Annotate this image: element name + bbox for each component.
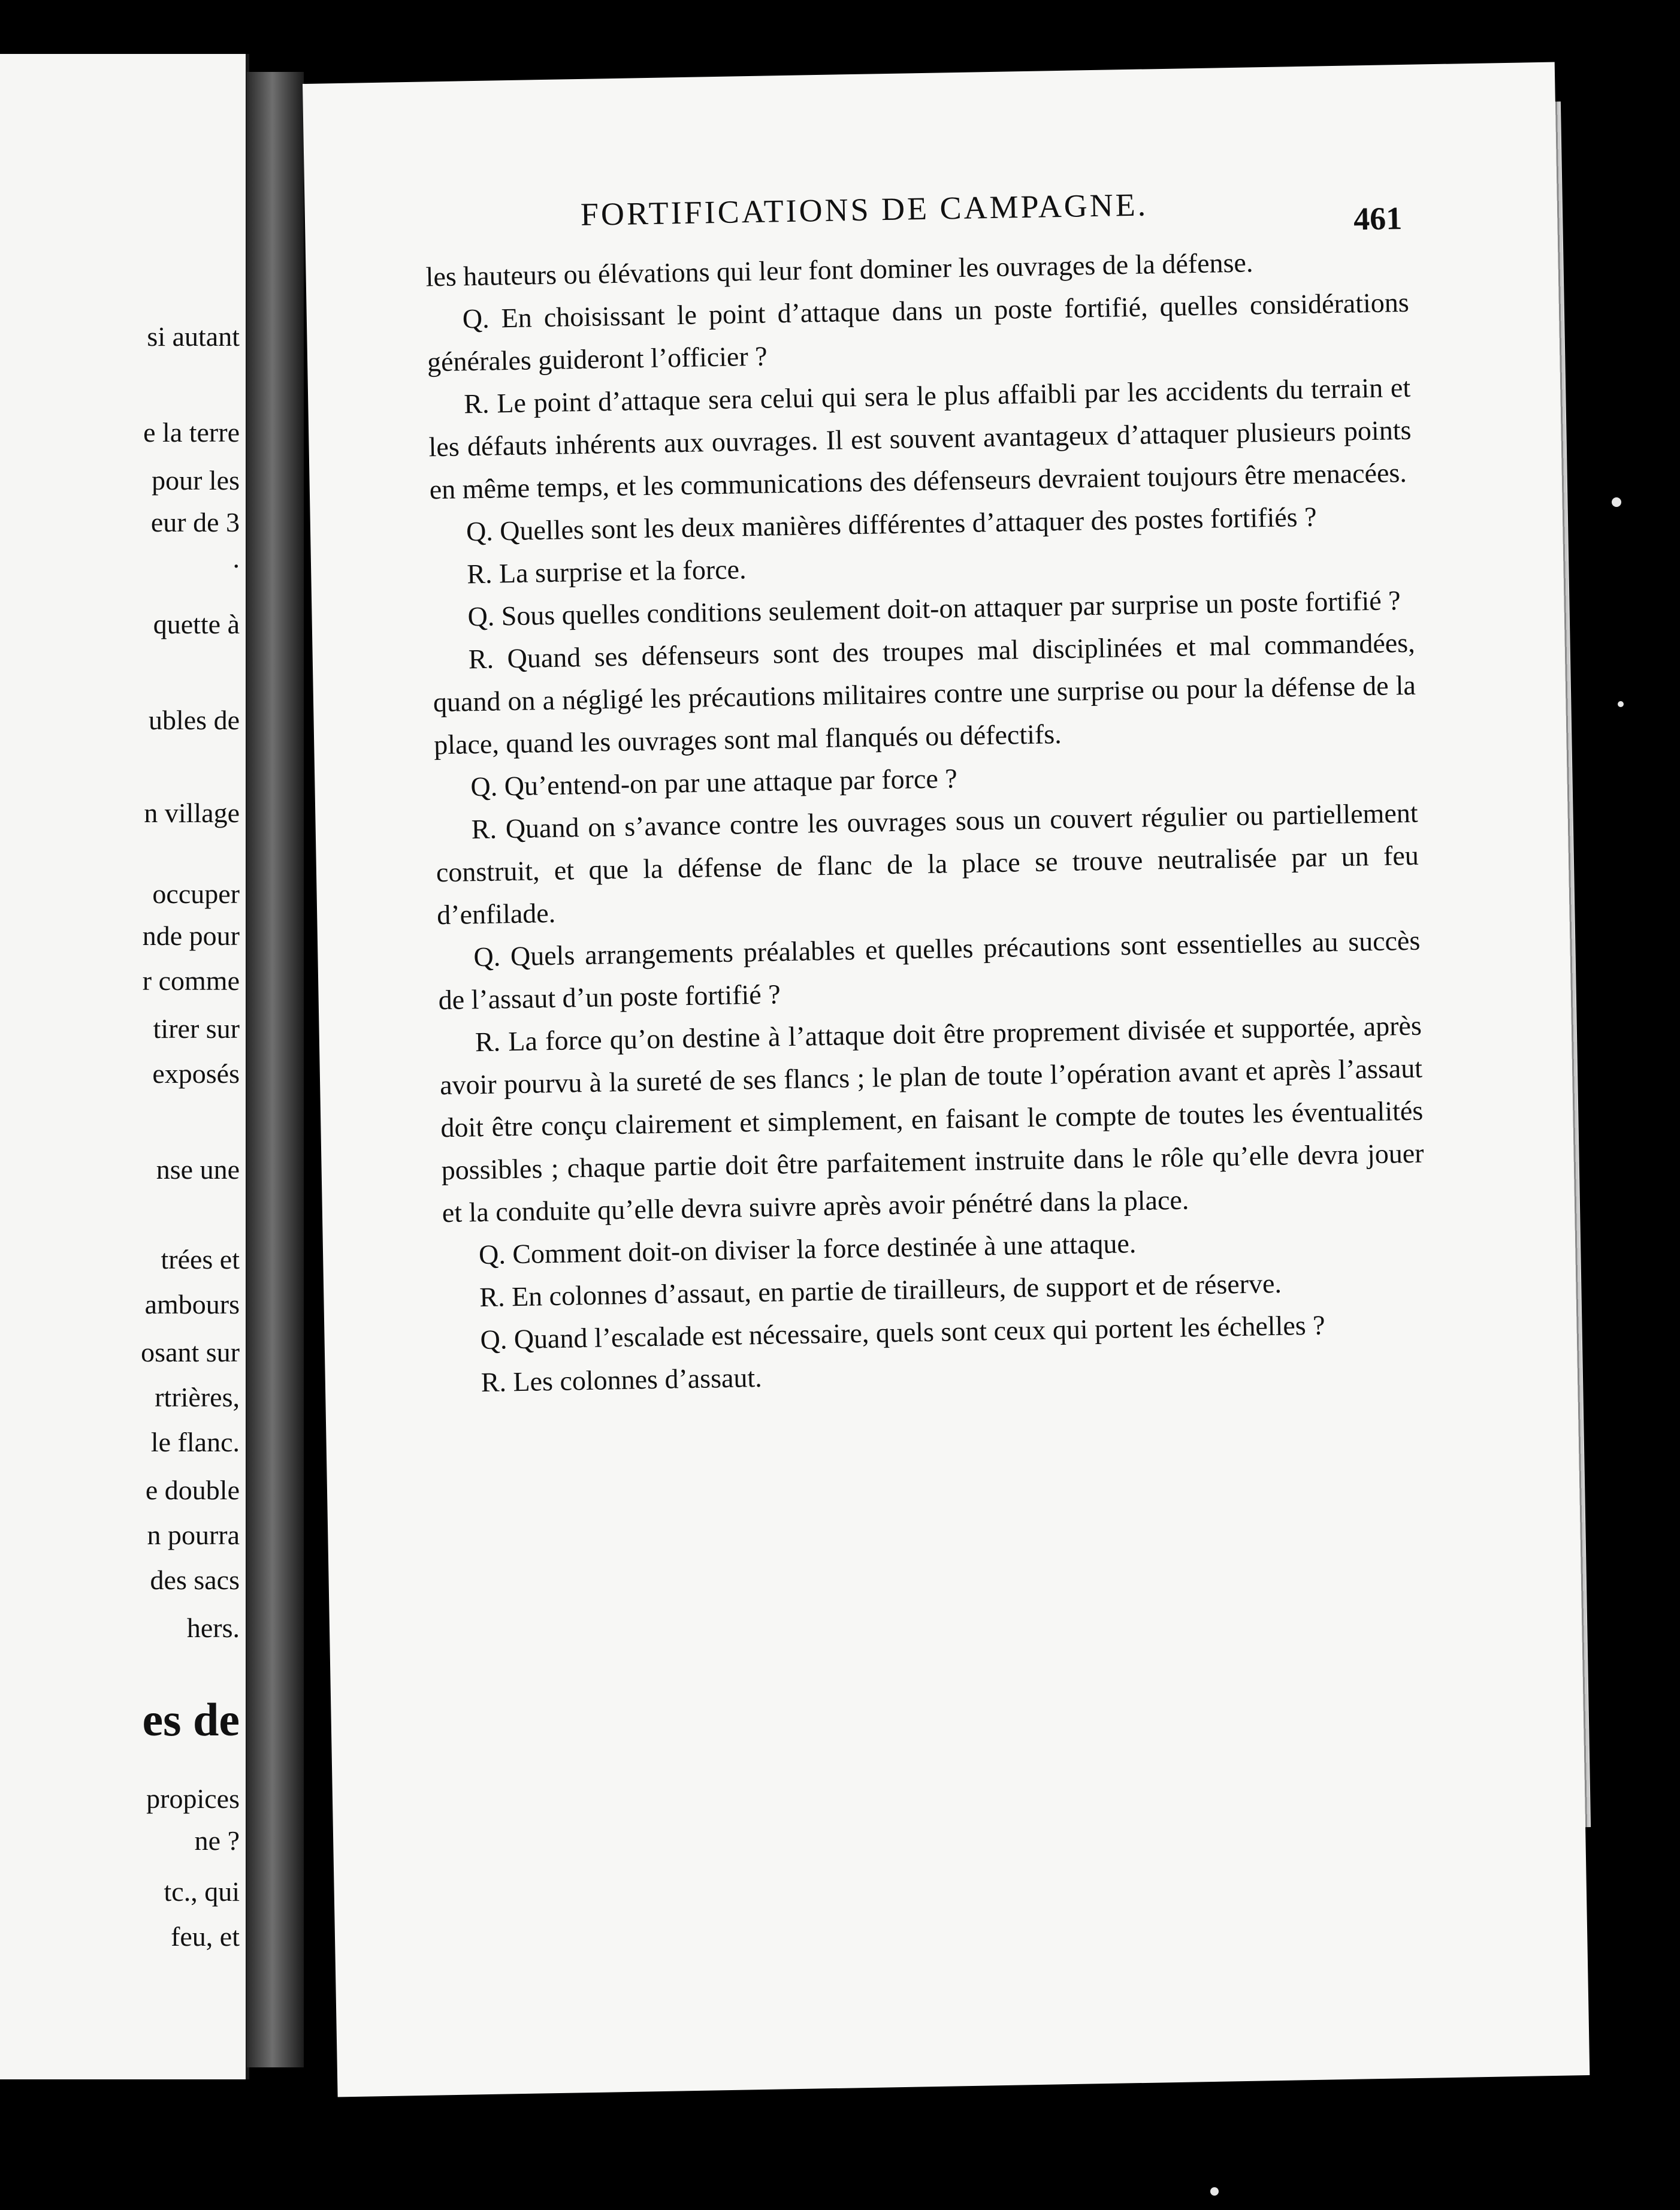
facing-page-line: e la terre bbox=[143, 417, 240, 448]
facing-page-line: ubles de bbox=[148, 705, 240, 735]
qa-paragraph: Q. Comment doit-on diviser la force destinée à une attaque. bbox=[478, 1228, 1137, 1270]
facing-page-line: . bbox=[232, 543, 240, 573]
facing-page-heading-fragment: es de bbox=[142, 1693, 240, 1746]
qa-paragraph: Q. Sous quelles conditions seulement doit-on attaquer par surprise un poste fortifié ? bbox=[467, 585, 1401, 632]
facing-page-line: r comme bbox=[142, 965, 240, 996]
facing-page-line: propices bbox=[146, 1783, 240, 1814]
facing-page-line: ne ? bbox=[194, 1825, 240, 1856]
facing-page-line: e double bbox=[145, 1475, 240, 1505]
qa-paragraph: Q. Quels arrangements préalables et quelles précautions sont essentielles au succès de l’assaut d’un poste fortifié ? bbox=[438, 925, 1421, 1016]
book-gutter bbox=[247, 72, 304, 2067]
facing-page-line: ambours bbox=[144, 1289, 240, 1320]
facing-page-line: nde pour bbox=[142, 920, 240, 951]
facing-page-line: n village bbox=[144, 798, 240, 828]
facing-page-line: hers. bbox=[186, 1613, 240, 1643]
qa-paragraph: R. Quand ses défenseurs sont des troupes mal disciplinées et mal commandées, quand on a négligé les précautions militaires contre une surprise ou pour la défense de la place, quand les ouvrages sont mal flanqués ou défectifs. bbox=[433, 627, 1416, 760]
facing-page-line: tirer sur bbox=[153, 1013, 240, 1044]
qa-paragraph: R. Le point d’attaque sera celui qui sera le plus affaibli par les accidents du terrain et les défauts inhérents aux ouvrages. Il est souvent avantageux d’attaquer plusieurs points en même temps, et les communications des défenseurs devraient toujours être menacées. bbox=[428, 372, 1412, 505]
qa-paragraph: Q. Quelles sont les deux manières différentes d’attaquer des postes fortifiés ? bbox=[466, 501, 1317, 547]
running-head: FORTIFICATIONS DE CAMPAGNE. bbox=[580, 186, 1149, 233]
facing-page-line: nse une bbox=[156, 1154, 240, 1185]
facing-page-line: tc., qui bbox=[164, 1876, 240, 1907]
facing-page-line: trées et bbox=[161, 1244, 240, 1275]
facing-page-line: si autant bbox=[147, 321, 240, 352]
qa-paragraph: R. Les colonnes d’assaut. bbox=[481, 1361, 763, 1398]
dust-speck bbox=[1618, 701, 1624, 707]
facing-page-line: quette à bbox=[153, 609, 240, 639]
facing-page-line: n pourra bbox=[147, 1520, 240, 1550]
qa-paragraph: Q. Quand l’escalade est nécessaire, quels sont ceux qui portent les échelles ? bbox=[480, 1309, 1326, 1355]
page-number: 461 bbox=[1353, 200, 1403, 237]
facing-page-line: osant sur bbox=[141, 1337, 240, 1367]
facing-page-line: le flanc. bbox=[150, 1427, 240, 1457]
qa-paragraph: R. La force qu’on destine à l’attaque doit être proprement divisée et supportée, après avoir pourvu à la sureté de ses flancs ; le plan de toute l’opération avant et après l’assaut doit être conçu clairement et simplement, en faisant le compte de toutes les éventualités possibles ; chaque partie doit être parfaitement instruite dans le rôle qu’elle devra jouer et la conduite qu’elle devra suivre après avoir pénétré dans la place. bbox=[439, 1010, 1424, 1228]
facing-page-line: feu, et bbox=[171, 1921, 240, 1952]
facing-page-line: exposés bbox=[152, 1058, 240, 1089]
qa-paragraph: Q. En choisissant le point d’attaque dans un poste fortifié, quelles considérations générales guideront l’officier ? bbox=[427, 286, 1410, 378]
qa-paragraph: Q. Qu’entend-on par une attaque par force ? bbox=[470, 763, 958, 802]
page-body bbox=[425, 238, 1428, 1404]
facing-page-line: occuper bbox=[152, 878, 240, 909]
facing-page-line: rtrières, bbox=[155, 1382, 240, 1412]
main-page bbox=[303, 62, 1590, 2097]
qa-paragraph: R. En colonnes d’assaut, en partie de tirailleurs, de support et de réserve. bbox=[479, 1267, 1282, 1313]
dust-speck bbox=[1612, 497, 1621, 507]
qa-paragraph: R. La surprise et la force. bbox=[466, 554, 747, 590]
facing-page-left bbox=[0, 54, 249, 2079]
facing-page-line: eur de 3 bbox=[150, 507, 240, 538]
facing-page-line: des sacs bbox=[150, 1565, 240, 1595]
facing-page-line: pour les bbox=[152, 465, 240, 496]
dust-speck bbox=[1210, 2187, 1219, 2196]
body-paragraph: les hauteurs ou élévations qui leur font dominer les ouvrages de la défense. bbox=[425, 247, 1253, 292]
qa-paragraph: R. Quand on s’avance contre les ouvrages sous un couvert régulier ou partiellement construit, et que la défense de flanc de la place se trouve neutralisée par un feu d’enfilade. bbox=[436, 797, 1419, 931]
